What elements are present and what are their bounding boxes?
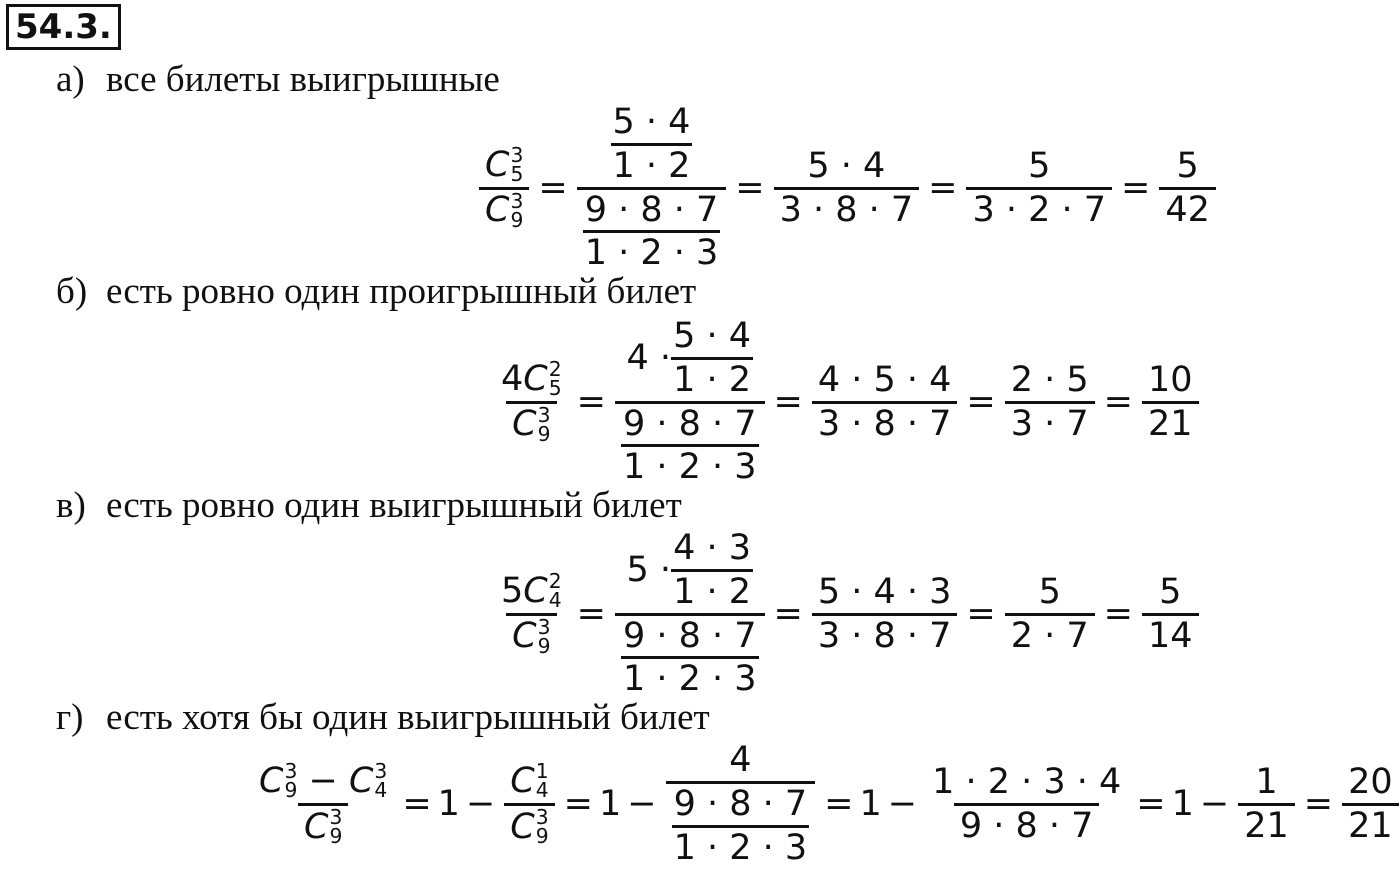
item-d-label — [56, 698, 710, 738]
item-a-text: все билеты выигрышные — [106, 59, 500, 100]
eq-a-step2-num: 5 · 4 — [807, 145, 886, 186]
eq-c-step3 — [1005, 571, 1095, 656]
equation-b: 4 C 2 5 C 3 9 = 4 · $\frac{5 \cdot 4}{1 \cdot 2}$ $\frac{9 \cdot 8 \cdot 7}{1 \cdot 2 \cdot 3}$ = $\frac{4 \cdot 5 \cdot 4}{3 \cdot 8 \cdot 7}$ = $\frac{2 \cdot 5}{3 \cdot 7}$ = $\frac{10}{21}$ — [492, 318, 1202, 486]
eq-d-complex-fraction — [666, 742, 816, 866]
eq-a-inner-num: 5 · 4 — [612, 102, 691, 142]
item-c-label — [56, 486, 682, 526]
eq-b-result — [1142, 359, 1199, 444]
eq-c-step3-num: 5 — [1038, 571, 1061, 612]
eq-b-step2 — [812, 359, 958, 444]
eq-c-result-den: 14 — [1142, 613, 1199, 655]
eq-c-result-num: 5 — [1159, 571, 1182, 612]
eq-d-outer-den: 1 · 2 · 3 — [672, 825, 810, 867]
eq-d-step4 — [1238, 761, 1295, 846]
eq-c-step2-num: 5 · 4 · 3 — [817, 571, 952, 612]
eq-c-step2-den: 3 · 8 · 7 — [812, 613, 958, 655]
eq-a-outer-num: 9 · 8 · 7 — [584, 189, 719, 230]
eq-b-step3 — [1005, 359, 1095, 444]
problem-number: 54.3. — [6, 4, 121, 50]
eq-a-result — [1159, 145, 1216, 230]
eq-d-result-num: 20 — [1348, 761, 1393, 802]
eq-c-outer-num: 9 · 8 · 7 — [622, 615, 757, 656]
eq-a-inner-den: 1 · 2 — [611, 143, 693, 185]
eq-b-result-num: 10 — [1148, 359, 1193, 400]
eq-a-lhs: C 3 5 C 3 9 — [479, 146, 529, 230]
eq-d-step4-num: 1 — [1255, 761, 1278, 802]
eq-b-result-den: 21 — [1142, 401, 1199, 443]
eq-c-complex-fraction: 5 · $\frac{4 \cdot 3}{1 \cdot 2}$ $\frac{9 \cdot 8 \cdot 7}{1 \cdot 2 \cdot 3}$ — [615, 530, 765, 698]
eq-b-inner-num: 5 · 4 — [673, 316, 751, 356]
eq-a-result-den: 42 — [1159, 187, 1216, 229]
eq-d-lhs: C 3 9 − C 3 4 C 3 9 — [259, 759, 388, 848]
item-d-text: есть хотя бы один выигрышный билет — [106, 697, 710, 738]
eq-c-outer-den: 1 · 2 · 3 — [621, 656, 759, 698]
eq-d-step3-num: 1 · 2 · 3 · 4 — [932, 761, 1122, 802]
eq-c-step2 — [812, 571, 958, 656]
eq-d-step4-den: 21 — [1238, 803, 1295, 845]
equation-c: 5 C 2 4 C 3 9 = 5 · $\frac{4 \cdot 3}{1 \cdot 2}$ $\frac{9 \cdot 8 \cdot 7}{1 \cdot 2 \cdot 3}$ = $\frac{5 \cdot 4 \cdot 3}{3 \cdot 8 \cdot 7}$ = $\frac{5}{2 \cdot 7}$ = $\frac{5}{14}$ — [492, 530, 1202, 698]
eq-d-step3 — [926, 761, 1127, 846]
eq-c-inner-num: 4 · 3 — [673, 528, 751, 568]
item-a-tag: а) — [56, 59, 85, 100]
eq-c-result — [1142, 571, 1199, 656]
eq-d-step3-den: 9 · 8 · 7 — [954, 803, 1100, 845]
eq-b-step2-den: 3 · 8 · 7 — [812, 401, 958, 443]
eq-d-step2-num: 4 — [729, 740, 752, 780]
eq-b-outer-den: 1 · 2 · 3 — [621, 444, 759, 486]
eq-a-step3-num: 5 — [1028, 145, 1051, 186]
item-c-text: есть ровно один выигрышный билет — [106, 485, 682, 526]
eq-c-lhs: 5 C 2 4 C 3 9 — [501, 568, 562, 658]
equation-d: C 3 9 − C 3 4 C 3 9 = 1 − C 1 4 C 3 9 = 1 − $\frac{4}{\frac{9 \cdot 8 \cdot 7}{1 \cdot 2 \cdot 3}}$ = 1 − $\frac{1 \cdot 2 \cdot 3 \cdot 4}{9 \cdot 8 \cdot 7}$ = 1 − $\frac{1}{21}$ = $\frac{20}{21}$ — [250, 742, 1400, 866]
item-b-text: есть ровно один проигрышный билет — [106, 271, 697, 312]
eq-b-complex-fraction: 4 · $\frac{5 \cdot 4}{1 \cdot 2}$ $\frac{9 \cdot 8 \cdot 7}{1 \cdot 2 \cdot 3}$ — [615, 318, 765, 486]
eq-a-step2 — [774, 145, 920, 230]
item-b-tag: б) — [56, 271, 88, 312]
eq-d-outer-num: 9 · 8 · 7 — [673, 783, 808, 824]
eq-b-outer-num: 9 · 8 · 7 — [622, 403, 757, 444]
item-b-label — [56, 272, 696, 312]
item-d-tag: г) — [56, 697, 84, 738]
eq-a-step3 — [966, 145, 1112, 230]
eq-b-step3-num: 2 · 5 — [1010, 359, 1089, 400]
eq-d-result — [1342, 761, 1399, 846]
eq-b-step2-num: 4 · 5 · 4 — [817, 359, 952, 400]
eq-a-step2-den: 3 · 8 · 7 — [774, 187, 920, 229]
item-c-tag: в) — [56, 485, 86, 526]
eq-c-step3-den: 2 · 7 — [1005, 613, 1095, 655]
eq-a-outer-den: 1 · 2 · 3 — [583, 230, 721, 272]
eq-b-lhs: 4 C 2 5 C 3 9 — [501, 356, 562, 446]
equation-a: C 3 5 C 3 9 = $\frac{\frac{5 \cdot 4}{1 \cdot 2}}{\frac{9 \cdot 8 \cdot 7}{1 \cdot 2 \cdot 3}}$ = $\frac{5 \cdot 4}{3 \cdot 8 \cdot 7}$ = $\frac{5}{3 \cdot 2 \cdot 7}$ = $\frac{5}{42}$ — [476, 104, 1219, 272]
eq-d-result-den: 21 — [1342, 803, 1399, 845]
eq-d-step1: C 1 4 C 3 9 — [504, 762, 554, 846]
eq-c-inner-den: 1 · 2 — [671, 569, 753, 611]
eq-b-inner-den: 1 · 2 — [671, 357, 753, 399]
eq-a-complex-fraction — [577, 104, 727, 272]
eq-a-result-num: 5 — [1176, 145, 1199, 186]
eq-b-step3-den: 3 · 7 — [1005, 401, 1095, 443]
item-a-label — [56, 60, 500, 100]
eq-a-step3-den: 3 · 2 · 7 — [966, 187, 1112, 229]
